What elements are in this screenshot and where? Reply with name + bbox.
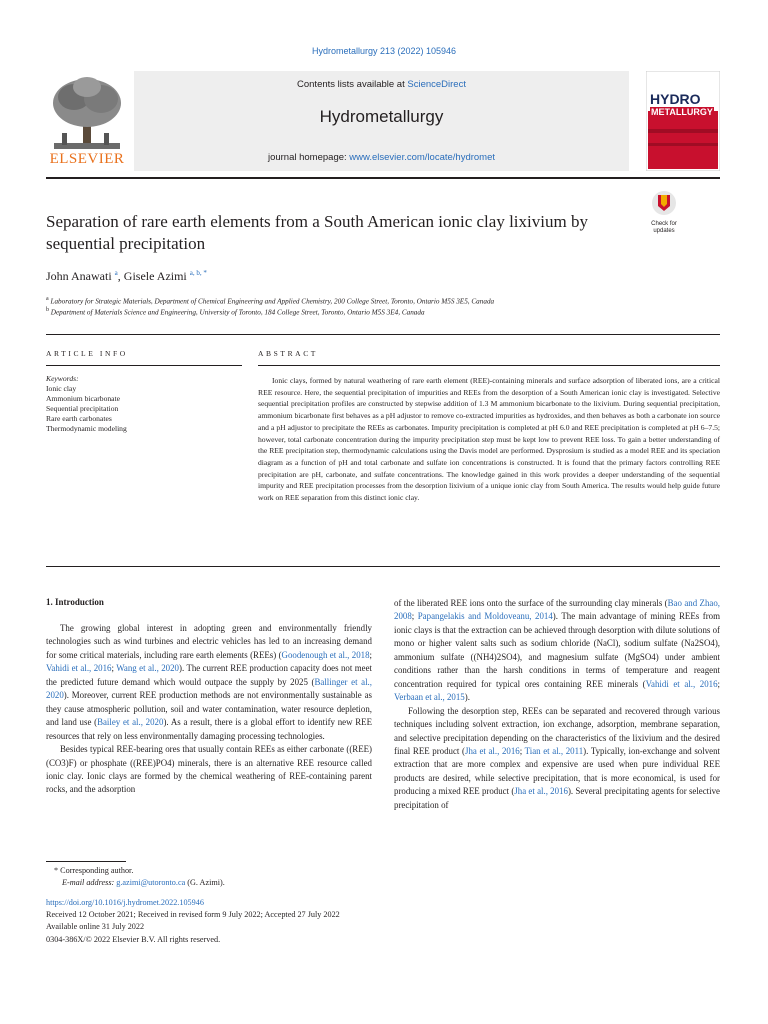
article-info-divider	[46, 365, 242, 366]
affiliation-text: Laboratory for Strategic Materials, Department of Chemical Engineering and Applied Chemistry, 200 College Street, Toronto, Ontario M5S 3E5, Canada	[48, 297, 495, 306]
citation-link[interactable]: Tian et al., 2011	[524, 745, 584, 756]
email-suffix: (G. Azimi).	[185, 878, 225, 888]
article-info-heading: ARTICLE INFO	[46, 349, 128, 358]
body-text: ;	[519, 745, 525, 756]
check-updates-label-2: updates	[653, 228, 675, 234]
body-text: The growing global interest in adopting green and environmentally friendly technologies such as wind turbines and electric vehicles has led to an increasing demand for some critical materials, including rare earth elements (REEs) (	[46, 623, 372, 660]
email-label: E-mail address:	[62, 878, 117, 888]
keywords-label: Keywords:	[46, 374, 79, 383]
journal-title: Hydrometallurgy	[319, 107, 444, 126]
citation-link[interactable]: Vahidi et al., 2016	[645, 678, 718, 689]
footnote-divider	[46, 861, 126, 862]
body-text: ).	[464, 692, 470, 703]
author-affiliation-marker[interactable]: a, b, *	[189, 269, 207, 277]
email-link[interactable]: g.azimi@utoronto.ca	[116, 878, 186, 888]
masthead-info-panel	[134, 71, 629, 171]
cover-title-line-1: HYDRO	[650, 91, 701, 107]
body-text: of the liberated REE ions onto the surface of the surrounding clay minerals (	[394, 598, 668, 608]
journal-cover-thumbnail[interactable]	[646, 71, 720, 171]
journal-homepage-link[interactable]: www.elsevier.com/locate/hydromet	[349, 152, 496, 163]
header-divider	[46, 334, 720, 335]
contents-line	[134, 79, 629, 90]
abstract-bottom-divider	[46, 566, 720, 567]
body-text: ;	[111, 663, 117, 674]
check-for-updates-icon	[644, 190, 684, 216]
keyword-item: Ionic clay	[46, 384, 77, 393]
check-for-updates-badge[interactable]	[644, 190, 684, 238]
author-separator: ,	[117, 269, 124, 283]
author-name[interactable]: John Anawati	[46, 269, 112, 283]
cover-image-icon	[646, 71, 720, 171]
publisher-logo[interactable]	[46, 71, 128, 171]
body-text: ;	[717, 678, 721, 689]
citation-link[interactable]: Verbaan et al., 2015	[394, 692, 465, 703]
citation-link[interactable]: Papangelakis and Moldoveanu, 2014	[417, 611, 553, 622]
article-title: Separation of rare earth elements from a South American ionic clay lixivium by sequential precipitation	[46, 212, 588, 253]
affiliation-marker: a	[46, 296, 49, 302]
masthead-divider	[46, 177, 720, 179]
online-date: Available online 31 July 2022	[46, 922, 145, 932]
author-name[interactable]: Gisele Azimi	[123, 269, 187, 283]
body-text: ;	[369, 649, 372, 660]
body-text: ). Moreover, current REE production methods are not environmentally sustainable as they cause atmospheric pollution, soil and water contamination, water resource depletion, and land use (	[46, 690, 372, 728]
citation-link[interactable]: Jha et al., 2016	[514, 786, 568, 797]
abstract-heading: ABSTRACT	[258, 349, 318, 358]
body-paragraph	[46, 622, 372, 743]
sciencedirect-link[interactable]: ScienceDirect	[407, 79, 466, 90]
keywords-block	[46, 374, 242, 434]
body-text: Following the desorption step, REEs can be separated and recovered through various techniques including solvent extraction, ion exchange, adsorption, membrane separation, and selective precipitation depending on the characteristics of the lixivium and the desired final REE product (	[394, 705, 720, 756]
body-paragraph	[394, 705, 720, 813]
check-updates-label-1: Check for	[651, 221, 677, 227]
author-affiliation-marker[interactable]: a	[114, 269, 118, 277]
author-list	[46, 269, 207, 284]
citation-link[interactable]: Vahidi et al., 2016	[46, 663, 112, 674]
keyword-item: Rare earth carbonates	[46, 414, 112, 423]
keyword-item: Ammonium bicarbonate	[46, 394, 121, 403]
corresponding-author-note: * Corresponding author.	[54, 866, 134, 875]
citation-link[interactable]: Bao and Zhao, 2008	[394, 598, 720, 622]
footnotes	[46, 865, 720, 889]
citation-link[interactable]: Jha et al., 2016	[464, 745, 520, 756]
keyword-item: Thermodynamic modeling	[46, 424, 127, 433]
body-text: ). The main advantage of mining REEs from ionic clays is that the extraction can be achieved through desorption with dilute solutions of mono or higher valent salts such as sodium chloride (NaCl), sodium sulfate (Na2SO4), ammonium sulfate ((NH4)2SO4), and magnesium sulfate (MgSO4) under ambient conditions rather than the harsh conditions in terms of temperature and reagent concentration required for typical ores containing REE minerals (	[394, 611, 720, 689]
affiliation-text: Department of Materials Science and Engineering, University of Toronto, 184 College Street, Toronto, Ontario M5S 3E4, Canada	[49, 308, 425, 317]
body-paragraph	[394, 597, 720, 705]
email-line	[46, 877, 720, 889]
citation-link[interactable]: Bailey et al., 2020	[97, 717, 164, 728]
body-paragraph: Besides typical REE-bearing ores that usually contain REEs as either carbonate ((REE)(CO3)F) or phosphate ((REE)PO4) minerals, there is an alternative REE resource called ionic clay. Ionic clays are formed by the chemical weathering of REE-containing parent rocks, and the adsorption	[46, 744, 372, 795]
body-column-left	[46, 622, 372, 797]
body-column-right	[394, 597, 720, 812]
affiliation	[46, 307, 726, 316]
publisher-wordmark: ELSEVIER	[49, 151, 125, 167]
received-dates: Received 12 October 2021; Received in revised form 9 July 2022; Accepted 27 July 2022	[46, 910, 340, 920]
affiliation	[46, 296, 726, 305]
abstract-divider	[258, 365, 720, 366]
contents-prefix: Contents lists available at	[297, 79, 408, 90]
cover-title-line-2: METALLURGY	[651, 107, 713, 117]
journal-reference[interactable]: Hydrometallurgy 213 (2022) 105946	[311, 46, 457, 56]
body-text: ). Typically, ion-exchange and solvent extraction that are more complex and expensive are used when pure individual REE products are desired, while selective precipitation, that is more economical, is used for producing a mixed REE product (	[394, 745, 720, 797]
journal-masthead	[46, 71, 720, 171]
citation-link[interactable]: Ballinger et al., 2020	[46, 676, 372, 701]
abstract-text: Ionic clays, formed by natural weathering of rare earth element (REE)-containing minerals and surface adsorption of liberated ions, are a critical REE resource. Here, the sequential precipitation of impurities and REEs from the desorption of a South American ionic clay is investigated. Selective sequential precipitation profiles are constructed by stepwise addition of 1.3 M ammonium bicarbonate to the lixivium. During sequential precipitation, ammonium bicarbonate first behaves as a pH adjustor to remove co-extracted impurities as hydroxides, and then behaves as both a carbonate ion source and a pH adjustor to precipitate the REEs as carbonates. Impurity precipitation is completed at pH 6.0 and REE precipitation is completed at pH 6–7.5; however, total carbonate concentration during the impurity precipitation step must be kept low to prevent REE loss. To gain a better understanding of the REE precipitation step, thermodynamic calculations using the Davis model are performed. Dysprosium is studied as a model REE and its speciation diagram as a function of pH and total carbonate and sulfate ion concentrations is constructed. It is found that the primary factors controlling REE precipitation are pH, carbonate, and sulfate concentrations. The knowledge gained in this work provides a deeper understanding of the sequential impurity and REE precipitation processes from the desorption lixivium of a unique ionic clay from South America. The results would help guide future work on REE separation from this distinct ionic clay.	[258, 376, 720, 503]
doi-link[interactable]: https://doi.org/10.1016/j.hydromet.2022.105946	[46, 898, 204, 907]
body-text: ). The current REE production capacity does not meet the predicted future demand which would outpace the supply by 2025 (	[46, 663, 373, 687]
citation-link[interactable]: Goodenough et al., 2018	[281, 649, 370, 660]
copyright-line: 0304-386X/© 2022 Elsevier B.V. All rights reserved.	[46, 934, 221, 944]
affiliation-marker: b	[46, 307, 49, 313]
body-text: ;	[411, 611, 418, 622]
homepage-line	[134, 152, 629, 163]
keyword-item: Sequential precipitation	[46, 404, 119, 413]
section-heading-introduction: 1. Introduction	[46, 597, 104, 607]
body-text: ). As a result, there is a global effort to identify new REE resources that rely on less environmentally damaging processing technologies.	[46, 717, 372, 741]
article-metadata	[46, 897, 720, 946]
body-text: ). Several precipitating agents for selective precipitation of	[394, 786, 720, 810]
citation-link[interactable]: Wang et al., 2020	[116, 663, 179, 674]
homepage-prefix: journal homepage:	[267, 152, 350, 163]
